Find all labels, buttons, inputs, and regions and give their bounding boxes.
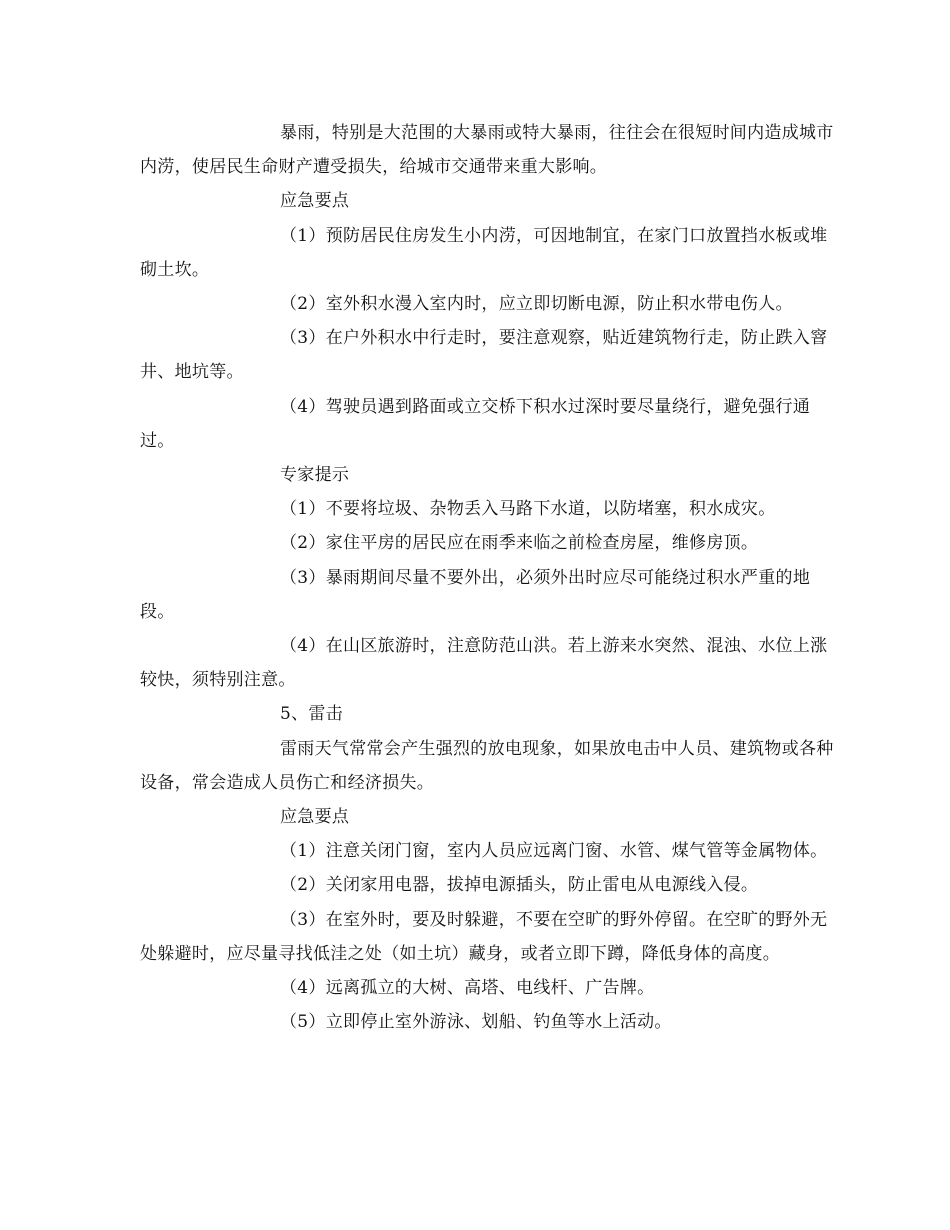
heading-expert-tips: 专家提示 bbox=[280, 465, 350, 486]
list-item: （5）立即停止室外游泳、划船、钓鱼等水上活动。 bbox=[280, 1012, 672, 1033]
list-item: （2）关闭家用电器，拔掉电源插头，防止雷电从电源线入侵。 bbox=[280, 875, 759, 896]
document-body bbox=[140, 116, 840, 1039]
list-item: （1）不要将垃圾、杂物丢入马路下水道，以防堵塞，积水成灾。 bbox=[280, 499, 776, 520]
list-item: （3）在户外积水中行走时，要注意观察，贴近建筑物行走，防止跌入窨井、地坑等。 bbox=[140, 328, 828, 383]
list-item: （2）家住平房的居民应在雨季来临之前检查房屋，维修房顶。 bbox=[280, 533, 759, 554]
list-item: （3）暴雨期间尽量不要外出，必须外出时应尽可能绕过积水严重的地段。 bbox=[140, 567, 811, 622]
heading-emergency-points: 应急要点 bbox=[280, 191, 350, 212]
heading-lightning: 5、雷击 bbox=[280, 704, 344, 725]
paragraph-rainstorm-intro: 暴雨，特别是大范围的大暴雨或特大暴雨，往往会在很短时间内造成城市内涝，使居民生命财产遭受损失，给城市交通带来重大影响。 bbox=[140, 123, 834, 178]
list-item: （1）预防居民住房发生小内涝，可因地制宜，在家门口放置挡水板或堆砌土坎。 bbox=[140, 225, 828, 280]
list-item: （2）室外积水漫入室内时，应立即切断电源，防止积水带电伤人。 bbox=[280, 294, 793, 315]
heading-emergency-points: 应急要点 bbox=[280, 807, 350, 828]
list-item: （1）注意关闭门窗，室内人员应远离门窗、水管、煤气管等金属物体。 bbox=[280, 841, 828, 862]
list-item: （4）驾驶员遇到路面或立交桥下积水过深时要尽量绕行，避免强行通过。 bbox=[140, 396, 811, 451]
paragraph-lightning-intro: 雷雨天气常常会产生强烈的放电现象，如果放电击中人员、建筑物或各种设备，常会造成人员伤亡和经济损失。 bbox=[140, 738, 834, 793]
list-item: （3）在室外时，要及时躲避，不要在空旷的野外停留。在空旷的野外无处躲避时，应尽量寻找低洼之处（如土坑）藏身，或者立即下蹲，降低身体的高度。 bbox=[140, 909, 828, 964]
list-item: （4）远离孤立的大树、高塔、电线杆、广告牌。 bbox=[280, 978, 655, 999]
list-item: （4）在山区旅游时，注意防范山洪。若上游来水突然、混浊、水位上涨较快，须特别注意。 bbox=[140, 636, 828, 691]
